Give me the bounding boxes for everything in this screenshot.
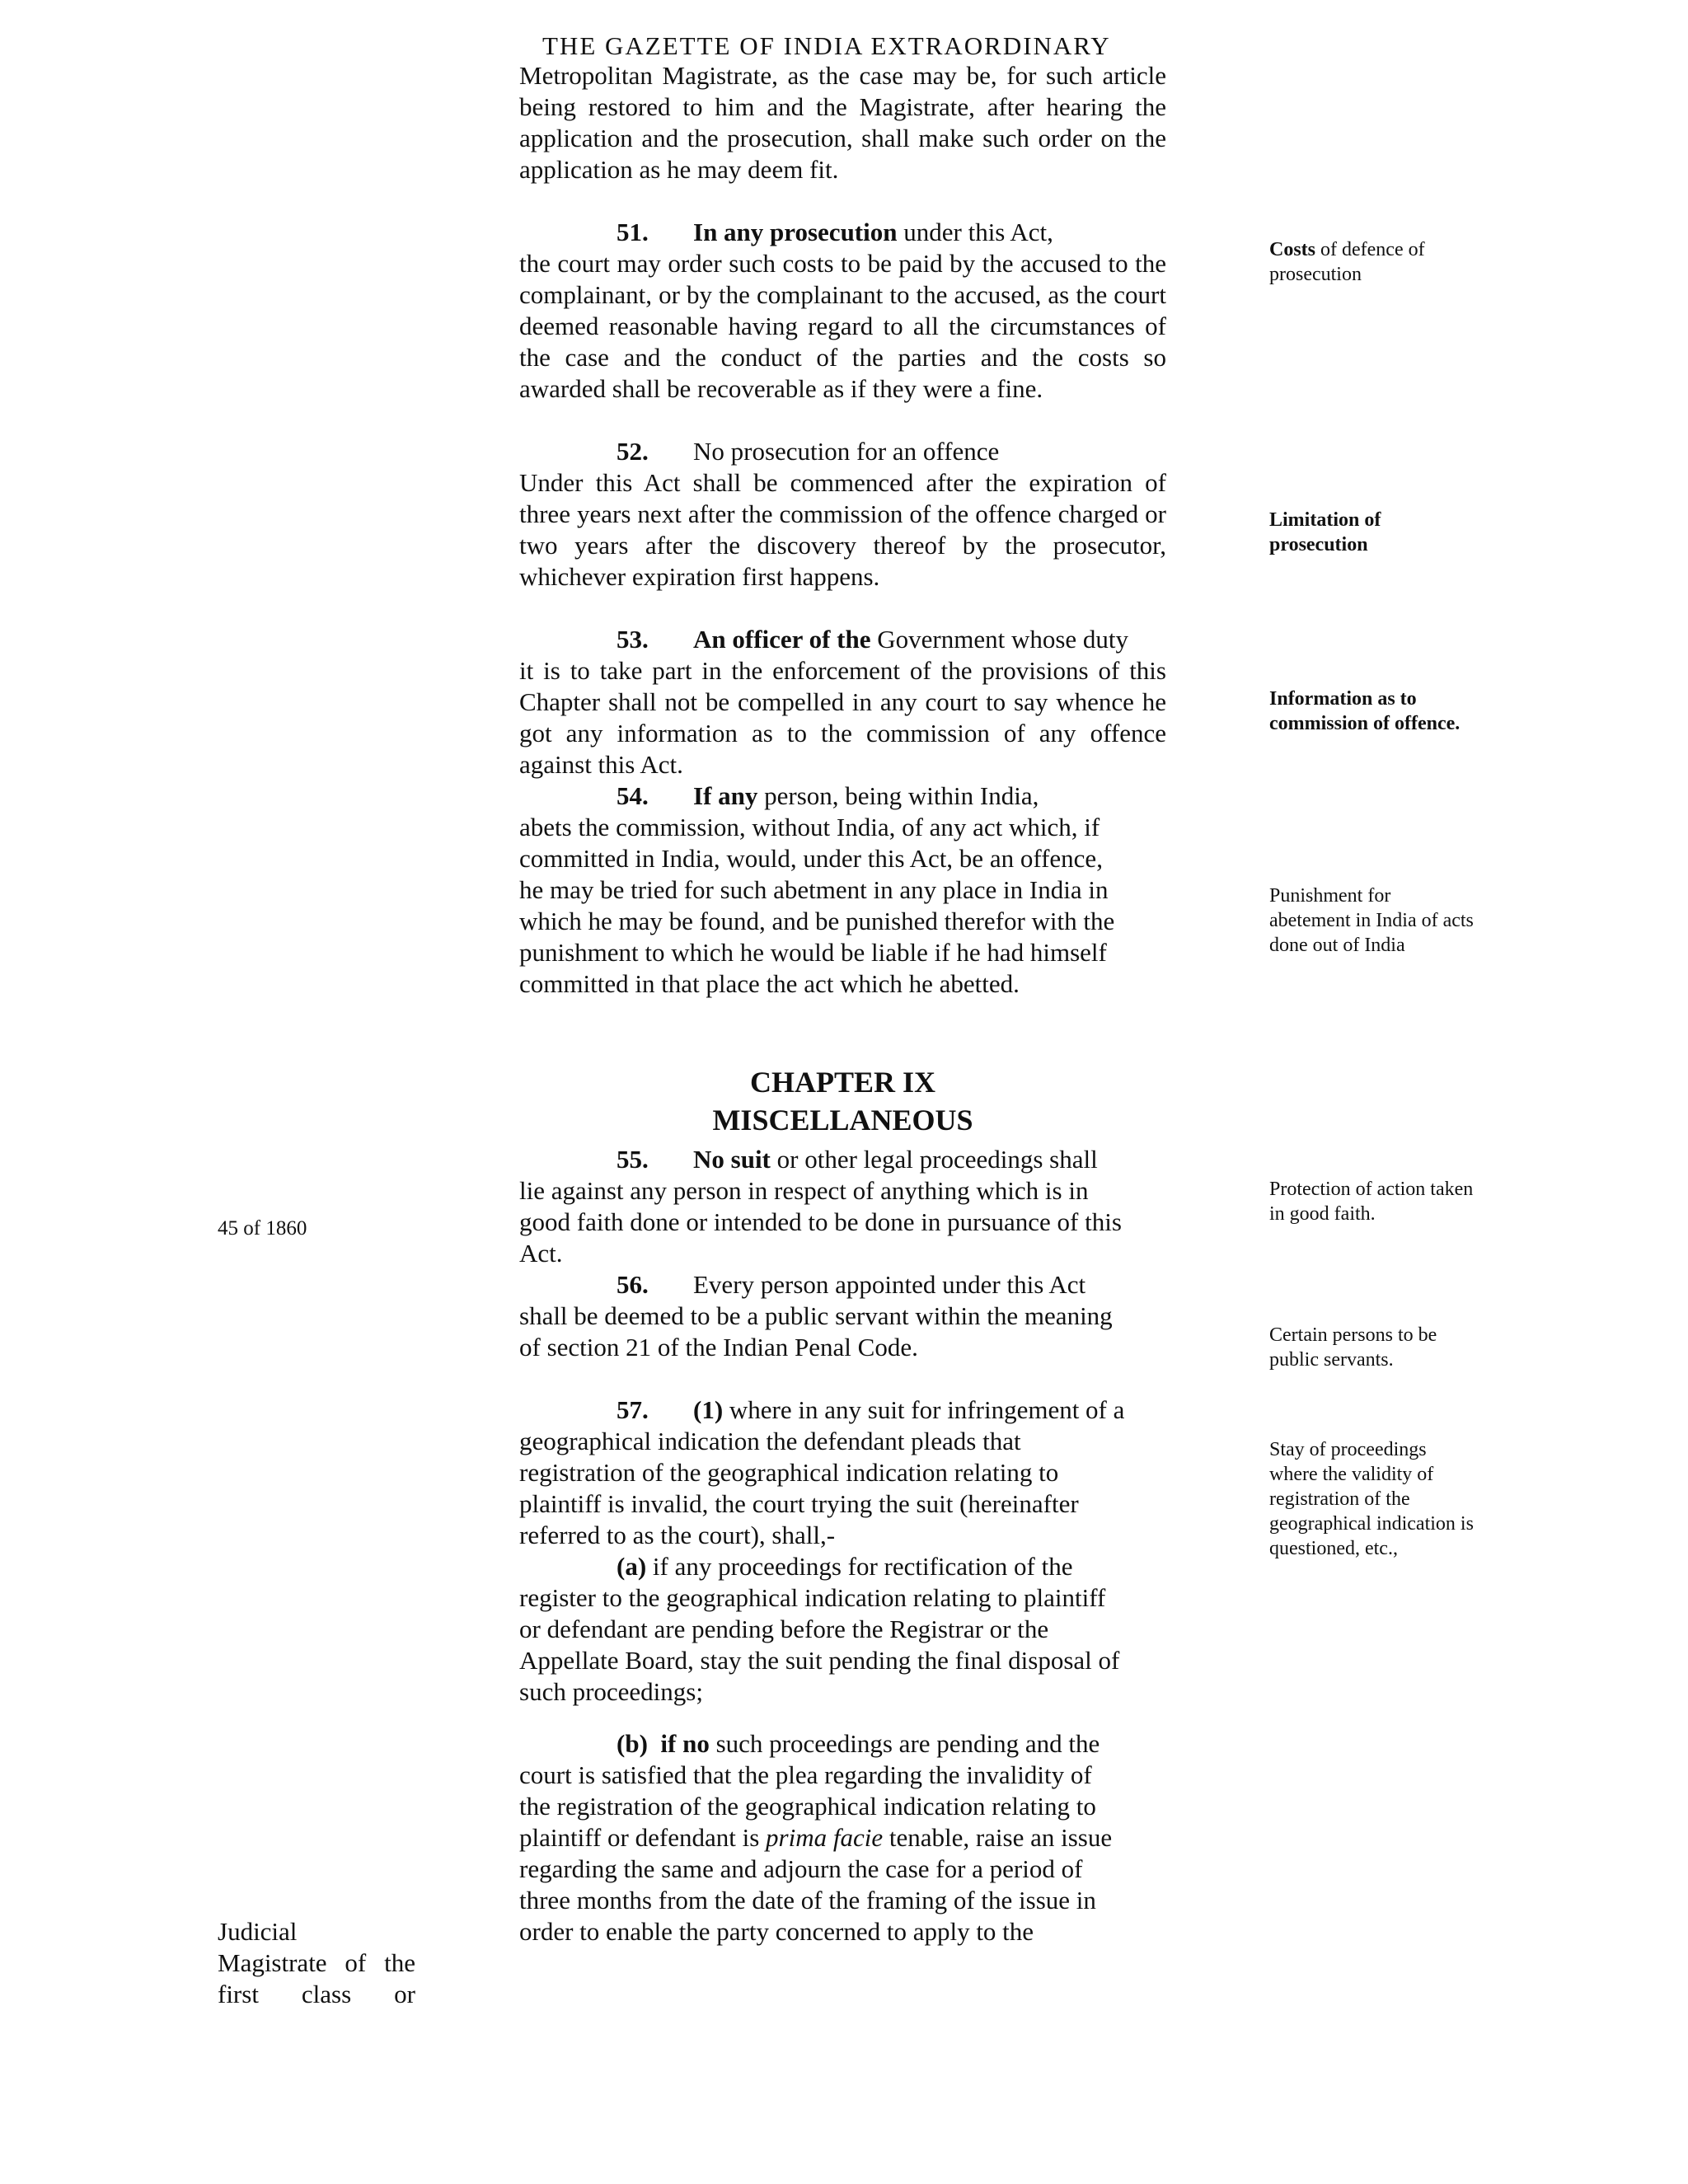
section-55 (519, 1144, 1166, 1269)
section-55-line: Act. (519, 1239, 563, 1268)
section-number: 57. (617, 1395, 649, 1424)
side-note-stay: Stay of proceedings where the validity of registration of the geographical indication is questioned, etc., (1269, 1439, 1474, 1559)
section-54-line: punishment to which he would be liable if he had himself (519, 938, 1107, 967)
section-number: 55. (617, 1145, 649, 1174)
section-first-line: person, being within India, (757, 781, 1039, 810)
page-header-text: THE GAZETTE OF INDIA EXTRAORDINARY (542, 31, 1111, 56)
section-56-line: of section 21 of the Indian Penal Code. (519, 1333, 918, 1361)
section-lead: An officer of the (693, 625, 871, 654)
section-subnumber: (1) (693, 1395, 724, 1424)
clause-a-heading (519, 1551, 1166, 1582)
section-52 (519, 436, 1166, 593)
clause-b-line: regarding the same and adjourn the case for a period of (519, 1854, 1083, 1883)
clause-b (519, 1728, 1166, 1947)
chapter-heading (519, 1063, 1166, 1139)
clause-b-line: plaintiff or defendant is prima facie tenable, raise an issue (519, 1823, 1113, 1852)
section-first-line: where in any suit for infringement of a (723, 1395, 1125, 1424)
section-57-line: plaintiff is invalid, the court trying the suit (hereinafter (519, 1489, 1079, 1518)
section-52-body: Under this Act shall be commenced after the expiration of three years next after the commission of the offence charged or two years after the discovery thereof by the prosecutor, whichever expiration first happens. (519, 468, 1166, 591)
clause-b-line: order to enable the party concerned to apply to the (519, 1917, 1034, 1946)
clause-a-line: or defendant are pending before the Registrar or the (519, 1615, 1049, 1643)
section-57-line: referred to as the court), shall,- (519, 1521, 836, 1549)
section-number: 52. (617, 437, 649, 466)
clause-b-line: three months from the date of the framing of the issue in (519, 1886, 1096, 1915)
clause-a-line: such proceedings; (519, 1677, 703, 1706)
intro-paragraph: Metropolitan Magistrate, as the case may be, for such article being restored to him and the Magistrate, after hearing the application and the prosecution, shall make such order on the application as he may deem fit. (519, 61, 1166, 184)
section-57 (519, 1394, 1166, 1708)
clause-a-line: Appellate Board, stay the suit pending the final disposal of (519, 1646, 1120, 1675)
section-number: 54. (617, 781, 649, 810)
section-57-line: registration of the geographical indication relating to (519, 1458, 1059, 1487)
left-continuation-line: first class or (218, 1980, 415, 2008)
section-54-line: which he may be found, and be punished therefor with the (519, 907, 1115, 935)
section-54-heading (519, 780, 1166, 812)
section-number: 51. (617, 218, 649, 246)
side-note-public-servants: Certain persons to be public servants. (1269, 1324, 1437, 1371)
clause-label: (a) (617, 1552, 647, 1581)
page-header (519, 25, 1170, 56)
section-57-line: geographical indication the defendant pleads that (519, 1427, 1021, 1455)
section-first-line: No prosecution for an offence (693, 437, 1000, 466)
section-55-line: good faith done or intended to be done in pursuance of this (519, 1207, 1122, 1236)
section-54-line: committed in India, would, under this Act, be an offence, (519, 844, 1103, 873)
section-51-heading (519, 217, 1166, 248)
clause-lead: if no (660, 1729, 710, 1758)
section-number: 56. (617, 1270, 649, 1299)
section-54-line: he may be tried for such abetment in any place in India in (519, 875, 1109, 904)
section-lead: If any (693, 781, 758, 810)
chapter-title: MISCELLANEOUS (712, 1104, 973, 1137)
section-55-line: lie against any person in respect of anything which is in (519, 1176, 1089, 1205)
clause-first-line: such proceedings are pending and the (709, 1729, 1100, 1758)
side-note-information: Information as to commission of offence. (1269, 688, 1461, 734)
side-note-costs: Costs of defence of prosecution (1269, 239, 1425, 285)
section-53-body: it is to take part in the enforcement of the provisions of this Chapter shall not be compelled in any court to say whence he got any information as to the commission of any offence against this Act. (519, 656, 1166, 779)
section-first-line: under this Act, (897, 218, 1053, 246)
section-number: 53. (617, 625, 649, 654)
section-first-line: Every person appointed under this Act (693, 1270, 1086, 1299)
left-continuation (218, 1916, 415, 2010)
section-56-line: shall be deemed to be a public servant within the meaning (519, 1301, 1113, 1330)
clause-b-line: court is satisfied that the plea regarding the invalidity of (519, 1760, 1092, 1789)
side-note-protection: Protection of action taken in good faith. (1269, 1179, 1474, 1225)
section-first-line: or other legal proceedings shall (770, 1145, 1098, 1174)
section-54 (519, 780, 1166, 1000)
clause-b-line: the registration of the geographical indication relating to (519, 1792, 1096, 1821)
section-lead: In any prosecution (693, 218, 898, 246)
section-51-body: the court may order such costs to be paid by the accused to the complainant, or by the complainant to the accused, as the court deemed reasonable having regard to all the circumstances of the case and the conduct of the parties and the costs so awarded shall be recoverable as if they were a fine. (519, 249, 1166, 403)
clause-label: (b) (617, 1729, 648, 1758)
section-57-heading (519, 1394, 1166, 1426)
left-continuation-line: Magistrate of the (218, 1948, 415, 1977)
side-note-limitation: Limitation of prosecution (1269, 509, 1381, 555)
clause-a-line: register to the geographical indication relating to plaintiff (519, 1583, 1106, 1612)
clause-first-line: if any proceedings for rectification of the (646, 1552, 1073, 1581)
clause-b-heading (519, 1728, 1166, 1760)
left-note-act-reference: 45 of 1860 (218, 1217, 307, 1240)
section-54-line: abets the commission, without India, of any act which, if (519, 813, 1100, 841)
section-56-heading (519, 1269, 1166, 1301)
section-first-line: Government whose duty (870, 625, 1129, 654)
section-55-heading (519, 1144, 1166, 1175)
section-56 (519, 1269, 1166, 1363)
section-51 (519, 217, 1166, 405)
section-53 (519, 624, 1166, 780)
chapter-number: CHAPTER IX (749, 1066, 936, 1099)
side-note-punishment: Punishment for abetement in India of acts done out of India (1269, 885, 1474, 956)
latin-phrase: prima facie (766, 1823, 884, 1852)
section-52-heading (519, 436, 1166, 467)
left-continuation-line: Judicial (218, 1917, 298, 1946)
section-54-line: committed in that place the act which he abetted. (519, 969, 1020, 998)
section-lead: No suit (693, 1145, 771, 1174)
section-53-heading (519, 624, 1166, 655)
